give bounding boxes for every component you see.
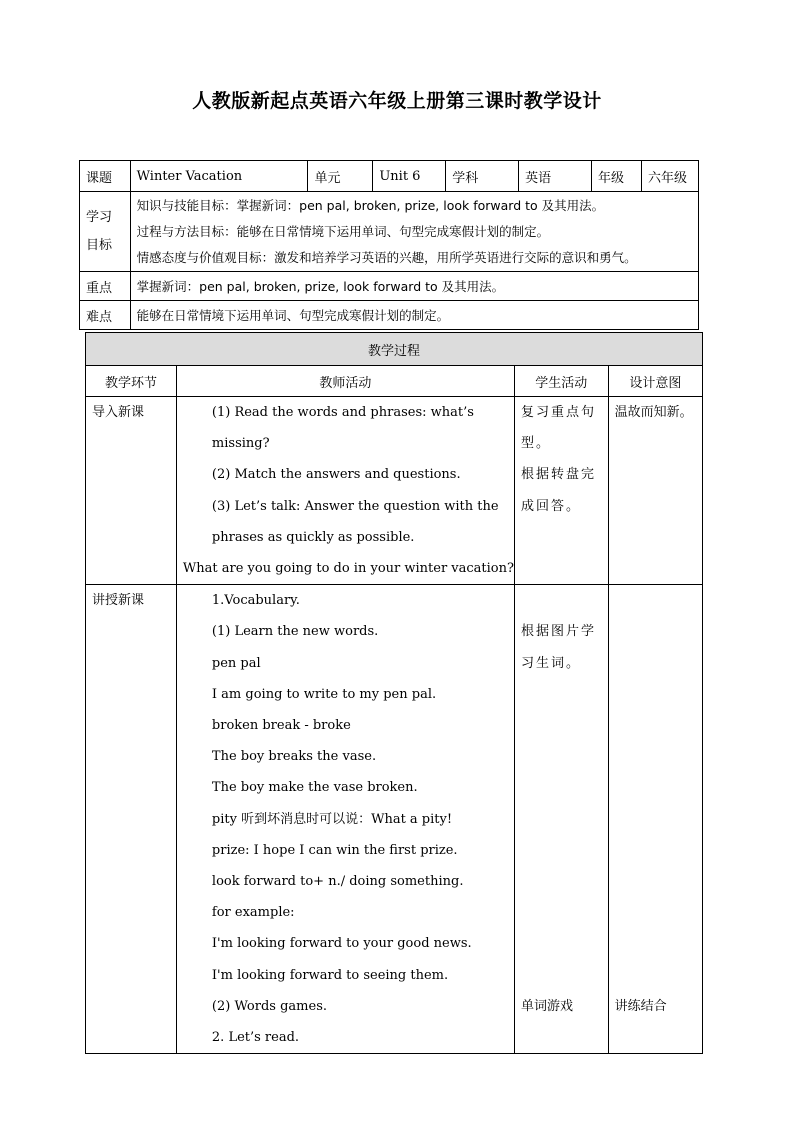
process-header: 教学过程 — [86, 333, 703, 366]
topic-label: 课题 — [80, 161, 131, 192]
purpose-cell: 讲练结合 — [608, 585, 702, 1054]
goal-knowledge: 知识与技能目标：掌握新词：pen pal, broken, prize, look forward to 及其用法。 — [136, 197, 605, 213]
table-row — [86, 397, 703, 585]
key-value: 掌握新词：pen pal, broken, prize, look forward to 及其用法。 — [130, 272, 698, 301]
goals-label: 学习 目标 — [80, 192, 131, 272]
teaching-process-table — [85, 332, 703, 1054]
goals-cell — [130, 192, 698, 272]
col-stage: 教学环节 — [86, 366, 177, 397]
document-title: 人教版新起点英语六年级上册第三课时教学设计 — [192, 90, 602, 112]
teacher-cell: 1.Vocabulary. (1) Learn the new words. pen pal I am going to write to my pen pal. broken break - broke The boy breaks the vase. The boy make the vase broken. pity 听到坏消息时可以说：What a pity! prize: I hope I can win the first prize. look forward to+ n./ doing something. for example: I'm looking forward to your good news. I'm looking forward to seeing them. (2) Words games. 2. Let’s read. — [176, 585, 514, 1054]
col-student: 学生活动 — [514, 366, 608, 397]
grade-label: 年级 — [592, 161, 642, 192]
stage-cell: 讲授新课 — [86, 585, 177, 1054]
subject-value: 英语 — [519, 161, 592, 192]
unit-label: 单元 — [308, 161, 373, 192]
difficulty-label: 难点 — [80, 301, 131, 330]
unit-value: Unit 6 — [373, 161, 446, 192]
purpose-cell: 温故而知新。 — [608, 397, 702, 585]
goal-process: 过程与方法目标：能够在日常情境下运用单词、句型完成寒假计划的制定。 — [136, 223, 550, 239]
lesson-info-table — [79, 160, 699, 330]
col-teacher: 教师活动 — [176, 366, 514, 397]
col-purpose: 设计意图 — [608, 366, 702, 397]
student-cell: 根据图片学 习生词。 单词游戏 — [514, 585, 608, 1054]
subject-label: 学科 — [446, 161, 519, 192]
table-row — [86, 585, 703, 1054]
teacher-cell: (1) Read the words and phrases: what’s missing? (2) Match the answers and questions. (3) Let’s talk: Answer the question with the phrases as quickly as possible. What are you going to do in your winter vacation? — [176, 397, 514, 585]
difficulty-value: 能够在日常情境下运用单词、句型完成寒假计划的制定。 — [130, 301, 698, 330]
goal-attitude: 情感态度与价值观目标：激发和培养学习英语的兴趣，用所学英语进行交际的意识和勇气。 — [136, 249, 637, 265]
topic-value: Winter Vacation — [130, 161, 308, 192]
grade-value: 六年级 — [641, 161, 698, 192]
key-label: 重点 — [80, 272, 131, 301]
student-cell: 复习重点句 型。 根据转盘完 成回答。 — [514, 397, 608, 585]
stage-cell: 导入新课 — [86, 397, 177, 585]
